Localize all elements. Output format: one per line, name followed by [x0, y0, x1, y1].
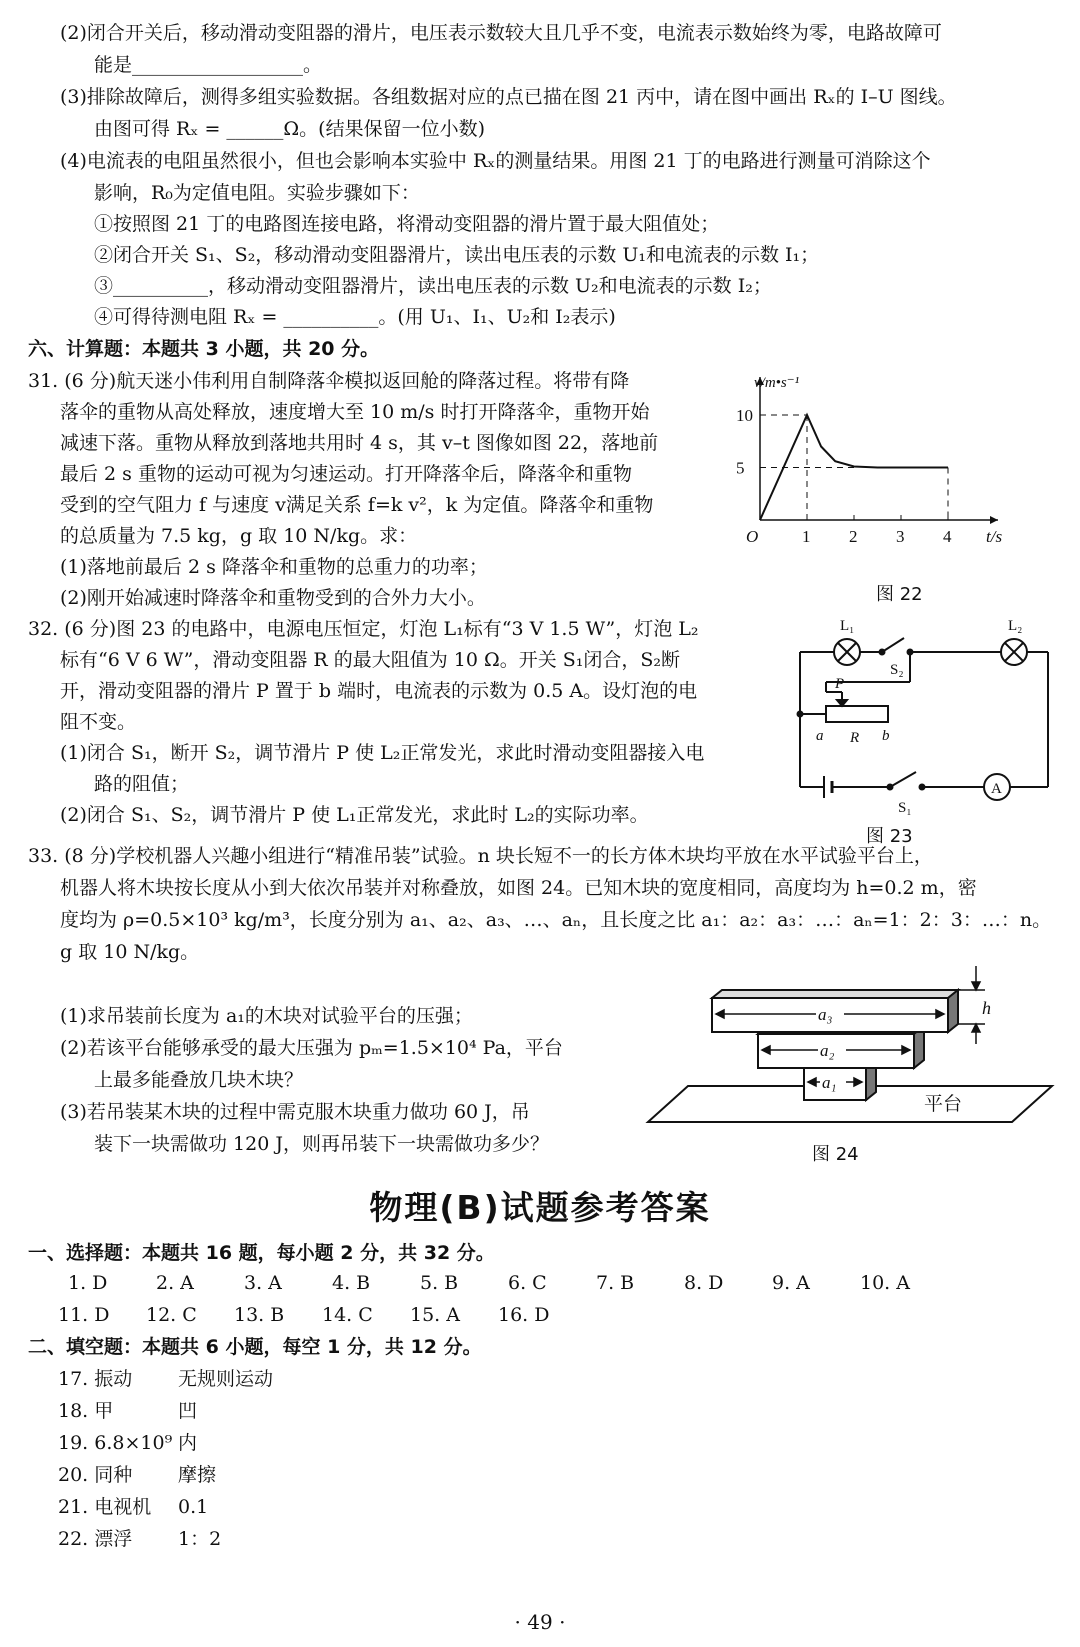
fill-key: 22. 漂浮	[58, 1528, 133, 1550]
q33-line3: 度均为 ρ=0.5×10³ kg/m³，长度分别为 a₁、a₂、a₃、…、aₙ，且长度之比 a₁：a₂：a₃：…：aₙ=1：2：3：…：n。	[60, 909, 1052, 931]
label-r: R	[850, 730, 860, 746]
fig23-circuit-diagram	[780, 612, 1070, 822]
q30-part4-line1: (4)电流表的电阻虽然很小，但也会影响本实验中 Rₓ的测量结果。用图 21 丁的电路进行测量可消除这个	[60, 150, 931, 172]
fill-value: 无规则运动	[178, 1368, 274, 1390]
q30-step2: ②闭合开关 S₁、S₂，移动滑动变阻器滑片，读出电压表的示数 U₁和电流表的示数 I₁；	[94, 244, 820, 266]
section6-heading: 六、计算题：本题共 3 小题，共 20 分。	[28, 338, 380, 360]
x-tick-label: 1	[802, 527, 811, 546]
answer-item: 12. C	[146, 1304, 197, 1326]
q33-ask2-line2: 上最多能叠放几块木块？	[94, 1069, 304, 1091]
switch-s1-symbol	[890, 772, 916, 787]
answer-item: 6. C	[508, 1272, 547, 1294]
fill-key: 19. 6.8×10⁹	[58, 1432, 173, 1454]
switch-s2-symbol	[882, 638, 904, 652]
q33-line1: 33. (8 分)学校机器人兴趣小组进行“精准吊装”试验。n 块长短不一的长方体木块均平放在水平试验平台上，	[28, 845, 933, 867]
fig23-caption: 图 23	[866, 826, 913, 847]
fill-answer-21	[58, 1494, 208, 1520]
q33-line4: g 取 10 N/kg。	[60, 941, 200, 963]
q33-ask1: (1)求吊装前长度为 a₁的木块对试验平台的压强；	[60, 1005, 473, 1027]
q33-ask2-line1: (2)若该平台能够承受的最大压强为 pₘ=1.5×10⁴ Pa，平台	[60, 1037, 563, 1059]
answer-item: 3. A	[244, 1272, 282, 1294]
answers-section2-heading: 二、填空题：本题共 6 小题，每空 1 分，共 12 分。	[28, 1336, 482, 1358]
fig22-vt-chart	[736, 360, 1060, 580]
answer-item: 8. D	[684, 1272, 724, 1294]
answer-item: 14. C	[322, 1304, 373, 1326]
x-tick-label: 4	[943, 527, 952, 546]
q32-line1: 32. (6 分)图 23 的电路中，电源电压恒定，灯泡 L₁标有“3 V 1.5 W”，灯泡 L₂	[28, 618, 699, 640]
q31-ask2: (2)刚开始减速时降落伞和重物受到的合外力大小。	[60, 587, 486, 609]
label-s1: S₁	[898, 800, 912, 816]
answers-section1-heading: 一、选择题：本题共 16 题，每小题 2 分，共 32 分。	[28, 1242, 495, 1264]
label-a3: a₃	[818, 1005, 833, 1024]
q32-ask1-line2: 路的阻值；	[94, 773, 190, 795]
x-axis-label: t/s	[986, 527, 1003, 546]
q33-ask3-line2: 装下一块需做功 120 J，则再吊装下一块需做功多少？	[94, 1133, 549, 1155]
fill-key: 18. 甲	[58, 1400, 114, 1422]
q30-part2-line1: (2)闭合开关后，移动滑动变阻器的滑片，电压表示数较大且几乎不变，电流表示数始终为零，电路故障可	[60, 22, 942, 44]
fill-answer-19	[58, 1430, 197, 1456]
answer-key-title: 物理(B)试题参考答案	[369, 1188, 711, 1227]
label-a1: a₁	[822, 1073, 837, 1092]
page-number: · 49 ·	[514, 1610, 566, 1634]
fill-key: 20. 同种	[58, 1464, 133, 1486]
x-axis-arrow	[990, 516, 998, 524]
origin-label: O	[746, 527, 759, 546]
answer-item: 11. D	[58, 1304, 110, 1326]
rheostat-symbol	[826, 706, 888, 722]
answers-choice-row2	[58, 1302, 586, 1328]
q31-line6: 的总质量为 7.5 kg，g 取 10 N/kg。求：	[60, 525, 418, 547]
q31-line1: 31. (6 分)航天迷小伟利用自制降落伞模拟返回舱的降落过程。将带有降	[28, 370, 630, 392]
answer-item: 5. B	[420, 1272, 459, 1294]
answers-choice-row1	[68, 1270, 948, 1296]
answer-item: 4. B	[332, 1272, 371, 1294]
answer-item: 16. D	[498, 1304, 550, 1326]
label-l1: L₁	[840, 618, 855, 634]
answer-item: 13. B	[234, 1304, 285, 1326]
q31-line2: 落伞的重物从高处释放，速度增大至 10 m/s 时打开降落伞，重物开始	[60, 401, 650, 423]
fill-answer-17	[58, 1366, 273, 1392]
label-b-end: b	[882, 728, 890, 744]
y-tick-label: 10	[736, 406, 753, 425]
answer-item: 15. A	[410, 1304, 460, 1326]
q32-line2: 标有“6 V 6 W”，滑动变阻器 R 的最大阻值为 10 Ω。开关 S₁闭合，S₂断	[60, 649, 681, 671]
answer-item: 9. A	[772, 1272, 810, 1294]
q32-ask1-line1: (1)闭合 S₁，断开 S₂，调节滑片 P 使 L₂正常发光，求此时滑动变阻器接入电	[60, 742, 705, 764]
answer-item: 10. A	[860, 1272, 910, 1294]
x-tick-label: 2	[849, 527, 858, 546]
label-a2: a₂	[820, 1041, 835, 1060]
label-h: h	[982, 998, 991, 1018]
fill-key: 17. 振动	[58, 1368, 133, 1390]
fig24-caption: 图 24	[812, 1144, 859, 1165]
y-axis-label: v/m•s⁻¹	[754, 375, 800, 391]
fill-value: 1：2	[178, 1528, 222, 1550]
q31-ask1: (1)落地前最后 2 s 降落伞和重物的总重力的功率；	[60, 556, 488, 578]
q32-line4: 阻不变。	[60, 711, 137, 733]
q30-part3-line2: 由图可得 Rₓ = ______Ω。(结果保留一位小数)	[94, 118, 485, 140]
fill-value: 内	[178, 1432, 198, 1454]
q30-part2-line2: 能是__________________。	[94, 54, 323, 76]
fill-value: 0.1	[178, 1496, 209, 1518]
answer-item: 2. A	[156, 1272, 194, 1294]
label-s2: S₂	[890, 662, 904, 678]
q31-line5: 受到的空气阻力 f 与速度 v满足关系 f=k v²，k 为定值。降落伞和重物	[60, 494, 654, 516]
q30-step4: ④可得待测电阻 Rₓ = __________。(用 U₁、I₁、U₂和 I₂表示)	[94, 306, 616, 328]
q31-line4: 最后 2 s 重物的运动可视为匀速运动。打开降落伞后，降落伞和重物	[60, 463, 632, 485]
fill-value: 凹	[178, 1400, 198, 1422]
q32-ask2: (2)闭合 S₁、S₂，调节滑片 P 使 L₁正常发光，求此时 L₂的实际功率。	[60, 804, 649, 826]
answer-item: 1. D	[68, 1272, 108, 1294]
q33-ask3-line1: (3)若吊装某木块的过程中需克服木块重力做功 60 J，吊	[60, 1101, 530, 1123]
label-l2: L₂	[1008, 618, 1023, 634]
label-p: P	[835, 676, 845, 692]
y-tick-label: 5	[736, 458, 745, 478]
q33-line2: 机器人将木块按长度从小到大依次吊装并对称叠放，如图 24。已知木块的宽度相同，高度均为 h=0.2 m，密	[60, 877, 977, 899]
fig22-caption: 图 22	[876, 584, 923, 605]
q31-line3: 减速下落。重物从释放到落地共用时 4 s，其 v–t 图像如图 22，落地前	[60, 432, 659, 454]
fill-value: 摩擦	[178, 1464, 217, 1486]
fig24-stacked-blocks	[640, 962, 1060, 1138]
fill-answer-22	[58, 1526, 221, 1552]
label-ammeter: A	[991, 781, 1002, 797]
answer-item: 7. B	[596, 1272, 635, 1294]
q30-part4-line2: 影响，R₀为定值电阻。实验步骤如下：	[94, 182, 420, 204]
q30-part3-line1: (3)排除故障后，测得多组实验数据。各组数据对应的点已描在图 21 丙中，请在图中画出 Rₓ的 I–U 图线。	[60, 86, 957, 108]
q32-line3: 开，滑动变阻器的滑片 P 置于 b 端时，电流表的示数为 0.5 A。设灯泡的电	[60, 680, 698, 702]
label-a-end: a	[816, 728, 824, 744]
fill-answer-20	[58, 1462, 216, 1488]
q30-step1: ①按照图 21 丁的电路图连接电路，将滑动变阻器的滑片置于最大阻值处；	[94, 213, 720, 235]
fill-answer-18	[58, 1398, 197, 1424]
x-tick-label: 3	[896, 527, 905, 546]
label-platform: 平台	[924, 1094, 963, 1115]
q30-step3: ③__________，移动滑动变阻器滑片，读出电压表的示数 U₂和电流表的示数 I₂；	[94, 275, 772, 297]
fill-key: 21. 电视机	[58, 1496, 152, 1518]
